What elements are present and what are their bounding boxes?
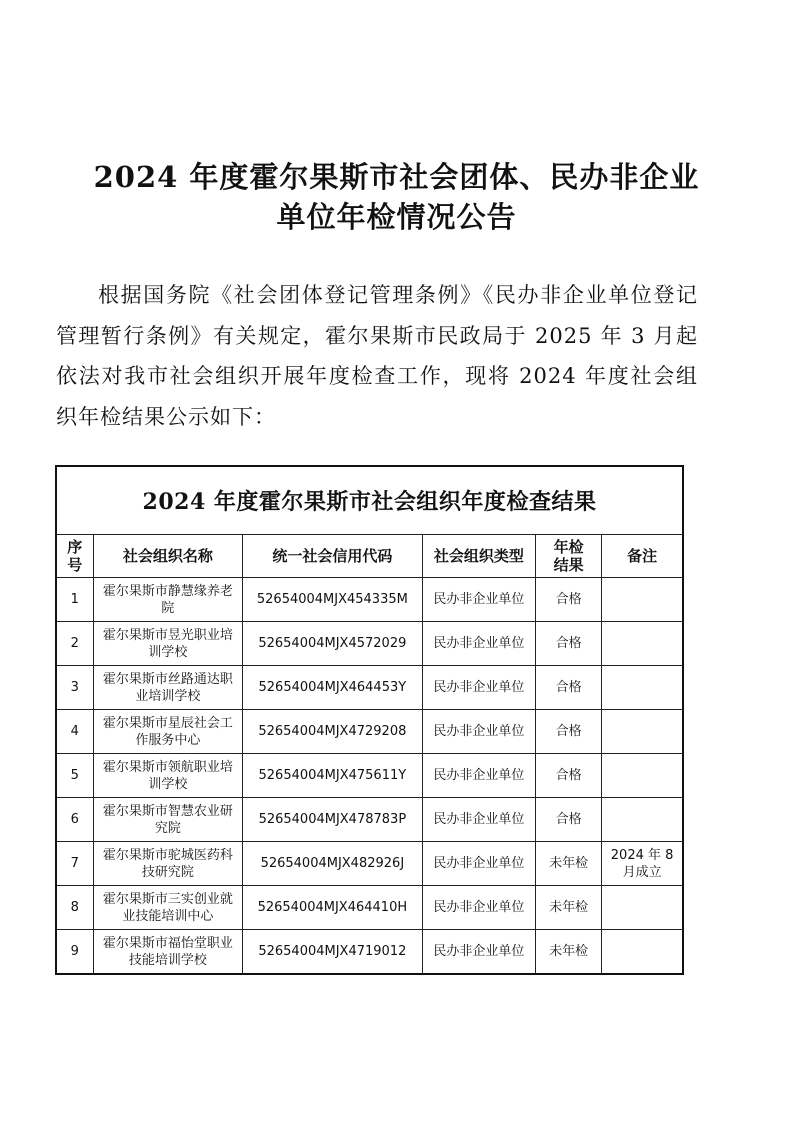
- cell-result: 未年检: [536, 930, 602, 975]
- header-name: 社会组织名称: [93, 535, 242, 578]
- cell-org-type: 民办非企业单位: [422, 666, 535, 710]
- cell-org-name: 霍尔果斯市驼城医药科技研究院: [93, 842, 242, 886]
- cell-result: 合格: [536, 754, 602, 798]
- cell-credit-code: 52654004MJX478783P: [243, 798, 423, 842]
- cell-credit-code: 52654004MJX482926J: [243, 842, 423, 886]
- header-no: 序号: [56, 535, 93, 578]
- table-row: [56, 666, 683, 710]
- cell-result: 合格: [536, 622, 602, 666]
- announcement-title-line2: 单位年检情况公告: [276, 200, 517, 234]
- cell-no: 3: [56, 666, 93, 710]
- intro-paragraph: 根据国务院《社会团体登记管理条例》《民办非企业单位登记管理暂行条例》有关规定，霍尔果斯市民政局于 2025 年 3 月起依法对我市社会组织开展年度检查工作，现将 2024 年度社会组织年检结果公示如下：: [56, 283, 698, 429]
- header-remark: 备注: [602, 535, 683, 578]
- cell-credit-code: 52654004MJX4572029: [243, 622, 423, 666]
- cell-org-type: 民办非企业单位: [422, 754, 535, 798]
- cell-remark: [602, 798, 683, 842]
- cell-result: 合格: [536, 666, 602, 710]
- cell-credit-code: 52654004MJX454335M: [243, 578, 423, 622]
- cell-credit-code: 52654004MJX464453Y: [243, 666, 423, 710]
- cell-org-name: 霍尔果斯市智慧农业研究院: [93, 798, 242, 842]
- table-caption: 2024 年度霍尔果斯市社会组织年度检查结果: [56, 466, 683, 535]
- cell-credit-code: 52654004MJX4729208: [243, 710, 423, 754]
- header-result: 年检结果: [536, 535, 602, 578]
- cell-org-name: 霍尔果斯市三实创业就业技能培训中心: [93, 886, 242, 930]
- cell-result: 合格: [536, 710, 602, 754]
- table-row: [56, 710, 683, 754]
- cell-org-type: 民办非企业单位: [422, 842, 535, 886]
- cell-org-name: 霍尔果斯市静慧缘养老院: [93, 578, 242, 622]
- cell-org-name: 霍尔果斯市星辰社会工作服务中心: [93, 710, 242, 754]
- cell-remark: [602, 666, 683, 710]
- cell-remark: 2024 年 8 月成立: [602, 842, 683, 886]
- cell-result: 未年检: [536, 842, 602, 886]
- cell-org-type: 民办非企业单位: [422, 798, 535, 842]
- header-type: 社会组织类型: [422, 535, 535, 578]
- table-row: [56, 754, 683, 798]
- cell-result: 未年检: [536, 886, 602, 930]
- cell-result: 合格: [536, 798, 602, 842]
- cell-remark: [602, 930, 683, 975]
- cell-remark: [602, 622, 683, 666]
- cell-no: 8: [56, 886, 93, 930]
- inspection-results-table: [55, 465, 684, 975]
- cell-credit-code: 52654004MJX464410H: [243, 886, 423, 930]
- cell-remark: [602, 710, 683, 754]
- table-row: [56, 622, 683, 666]
- cell-remark: [602, 578, 683, 622]
- table-row: [56, 930, 683, 975]
- cell-no: 2: [56, 622, 93, 666]
- cell-org-type: 民办非企业单位: [422, 622, 535, 666]
- cell-org-name: 霍尔果斯市丝路通达职业培训学校: [93, 666, 242, 710]
- cell-org-type: 民办非企业单位: [422, 930, 535, 975]
- table-row: [56, 886, 683, 930]
- header-code: 统一社会信用代码: [243, 535, 423, 578]
- table-row: [56, 578, 683, 622]
- table-body: [56, 578, 683, 975]
- cell-credit-code: 52654004MJX475611Y: [243, 754, 423, 798]
- table-header-row: [56, 535, 683, 578]
- table-row: [56, 798, 683, 842]
- cell-no: 9: [56, 930, 93, 975]
- cell-no: 6: [56, 798, 93, 842]
- cell-org-type: 民办非企业单位: [422, 578, 535, 622]
- cell-org-type: 民办非企业单位: [422, 886, 535, 930]
- cell-credit-code: 52654004MJX4719012: [243, 930, 423, 975]
- cell-no: 5: [56, 754, 93, 798]
- cell-no: 7: [56, 842, 93, 886]
- cell-org-name: 霍尔果斯市福怡堂职业技能培训学校: [93, 930, 242, 975]
- cell-remark: [602, 886, 683, 930]
- cell-no: 4: [56, 710, 93, 754]
- cell-org-type: 民办非企业单位: [422, 710, 535, 754]
- cell-remark: [602, 754, 683, 798]
- cell-org-name: 霍尔果斯市昱光职业培训学校: [93, 622, 242, 666]
- cell-org-name: 霍尔果斯市领航职业培训学校: [93, 754, 242, 798]
- cell-no: 1: [56, 578, 93, 622]
- announcement-title-line1: 2024 年度霍尔果斯市社会团体、民办非企业: [93, 160, 700, 194]
- cell-result: 合格: [536, 578, 602, 622]
- table-row: [56, 842, 683, 886]
